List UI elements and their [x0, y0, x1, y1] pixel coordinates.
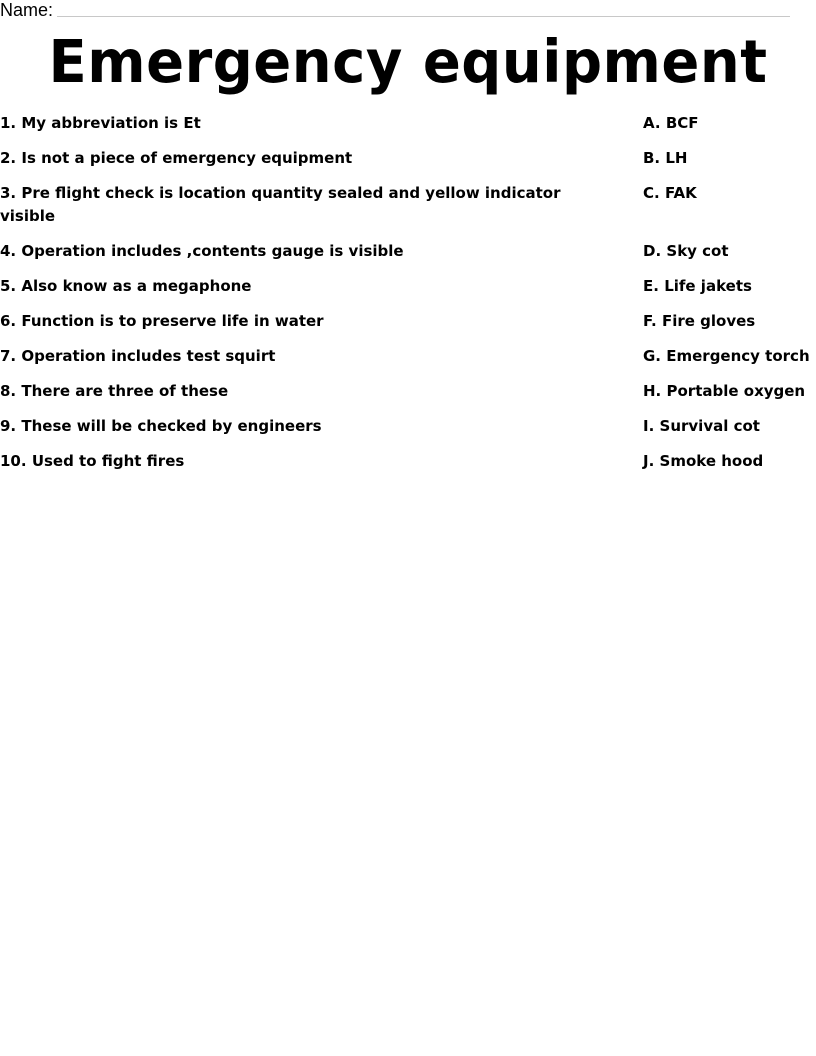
name-label: Name:	[0, 0, 54, 20]
name-write-line[interactable]	[57, 0, 790, 17]
question-text: Function is to preserve life in water	[21, 312, 324, 330]
question-item	[0, 182, 600, 228]
question-number: 5.	[0, 277, 17, 295]
question-number: 2.	[0, 149, 17, 167]
answer-item	[643, 345, 816, 368]
question-number: 1.	[0, 114, 17, 132]
answer-letter: J.	[643, 452, 655, 470]
question-text: Is not a piece of emergency equipment	[21, 149, 353, 167]
question-text: There are three of these	[21, 382, 229, 400]
question-item	[0, 240, 600, 263]
question-text: These will be checked by engineers	[21, 417, 322, 435]
question-number: 3.	[0, 184, 17, 202]
answer-item	[643, 310, 816, 333]
answer-text: Sky cot	[666, 242, 729, 260]
answer-item	[643, 380, 816, 403]
question-number: 9.	[0, 417, 17, 435]
question-text: My abbreviation is Et	[21, 114, 201, 132]
question-text: Used to fight fires	[31, 452, 185, 470]
question-text: Operation includes test squirt	[21, 347, 276, 365]
page-title: Emergency equipment	[48, 28, 768, 97]
answer-letter: I.	[643, 417, 655, 435]
answer-text: Portable oxygen	[666, 382, 806, 400]
answer-item	[643, 415, 816, 438]
answer-text: FAK	[664, 184, 697, 202]
question-item	[0, 380, 600, 403]
answer-letter: G.	[643, 347, 662, 365]
answer-list	[643, 112, 816, 473]
question-list	[0, 112, 600, 473]
question-number: 6.	[0, 312, 17, 330]
answer-text: Emergency torch	[666, 347, 810, 365]
answer-letter: E.	[643, 277, 659, 295]
answer-letter: C.	[643, 184, 660, 202]
answer-text: LH	[665, 149, 688, 167]
answer-text: Life jakets	[664, 277, 752, 295]
question-text: Also know as a megaphone	[21, 277, 252, 295]
answer-letter: H.	[643, 382, 662, 400]
answer-text: Smoke hood	[659, 452, 764, 470]
answer-text: Fire gloves	[661, 312, 756, 330]
answer-item	[643, 275, 816, 298]
question-item	[0, 450, 600, 473]
question-number: 8.	[0, 382, 17, 400]
answer-text: Survival cot	[659, 417, 760, 435]
question-number: 7.	[0, 347, 17, 365]
question-text: Pre flight check is location quantity sealed and yellow indicator visible	[0, 184, 561, 225]
answer-item	[643, 450, 816, 473]
question-text: Operation includes ,contents gauge is visible	[21, 242, 404, 260]
answer-item	[643, 112, 816, 135]
answer-letter: A.	[643, 114, 661, 132]
answer-letter: B.	[643, 149, 661, 167]
question-item	[0, 147, 600, 170]
name-field-row	[0, 0, 790, 20]
answer-item	[643, 147, 816, 170]
answer-letter: D.	[643, 242, 662, 260]
question-number: 4.	[0, 242, 17, 260]
question-item	[0, 112, 600, 135]
answer-item	[643, 182, 816, 228]
answer-item	[643, 240, 816, 263]
question-item	[0, 310, 600, 333]
question-number: 10.	[0, 452, 27, 470]
answer-letter: F.	[643, 312, 657, 330]
question-item	[0, 415, 600, 438]
question-item	[0, 345, 600, 368]
answer-text: BCF	[665, 114, 699, 132]
question-item	[0, 275, 600, 298]
